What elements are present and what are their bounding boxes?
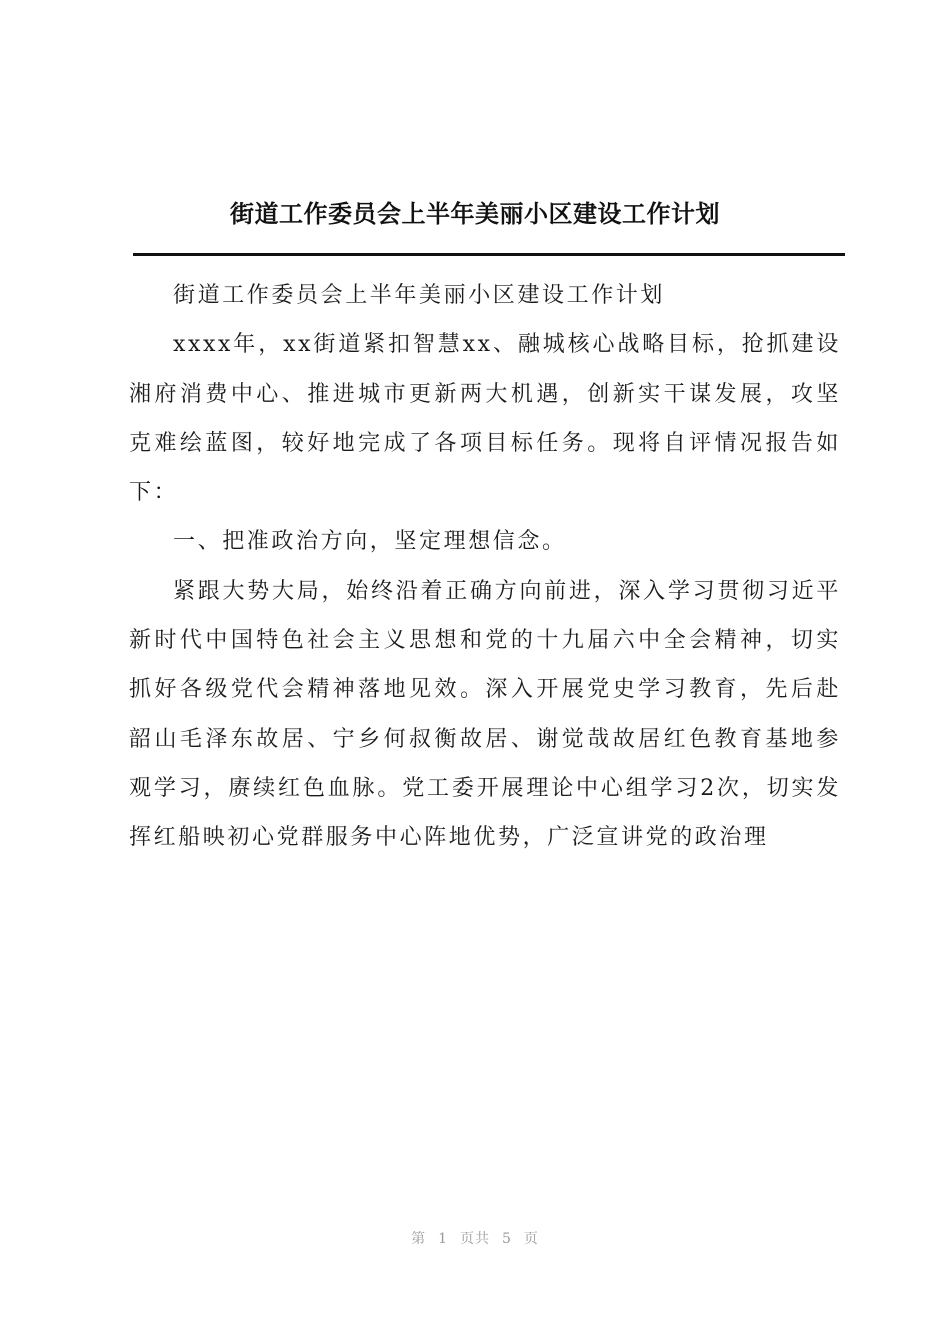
footer-mid: 页共 xyxy=(460,1231,490,1247)
footer-current-page: 1 xyxy=(438,1231,448,1247)
footer-suffix: 页 xyxy=(523,1231,539,1247)
page-number-footer xyxy=(0,1229,950,1249)
title-underline xyxy=(133,253,845,256)
document-body xyxy=(129,271,841,863)
paragraph-intro: xxxx年，xx街道紧扣智慧xx、融城核心战略目标，抢抓建设湘府消费中心、推进城市更新两大机遇，创新实干谋发展，攻坚克难绘蓝图，较好地完成了各项目标任务。现将自评情况报告如下： xyxy=(129,332,841,506)
footer-total-pages: 5 xyxy=(502,1231,512,1247)
paragraph-section-one-heading: 一、把准政治方向，坚定理想信念。 xyxy=(173,529,567,555)
footer-prefix: 第 xyxy=(411,1231,427,1247)
paragraph-section-one-body: 紧跟大势大局，始终沿着正确方向前进，深入学习贯彻习近平新时代中国特色社会主义思想和党的十九届六中全会精神，切实抓好各级党代会精神落地见效。深入开展党史学习教育，先后赴韶山毛泽东故居、宁乡何叔衡故居、谢觉哉故居红色教育基地参观学习，赓续红色血脉。党工委开展理论中心组学习2次，切实发挥红船映初心党群服务中心阵地优势，广泛宣讲党的政治理 xyxy=(129,578,841,851)
paragraph-heading-repeat: 街道工作委员会上半年美丽小区建设工作计划 xyxy=(173,283,666,308)
document-title: 街道工作委员会上半年美丽小区建设工作计划 xyxy=(230,200,720,228)
